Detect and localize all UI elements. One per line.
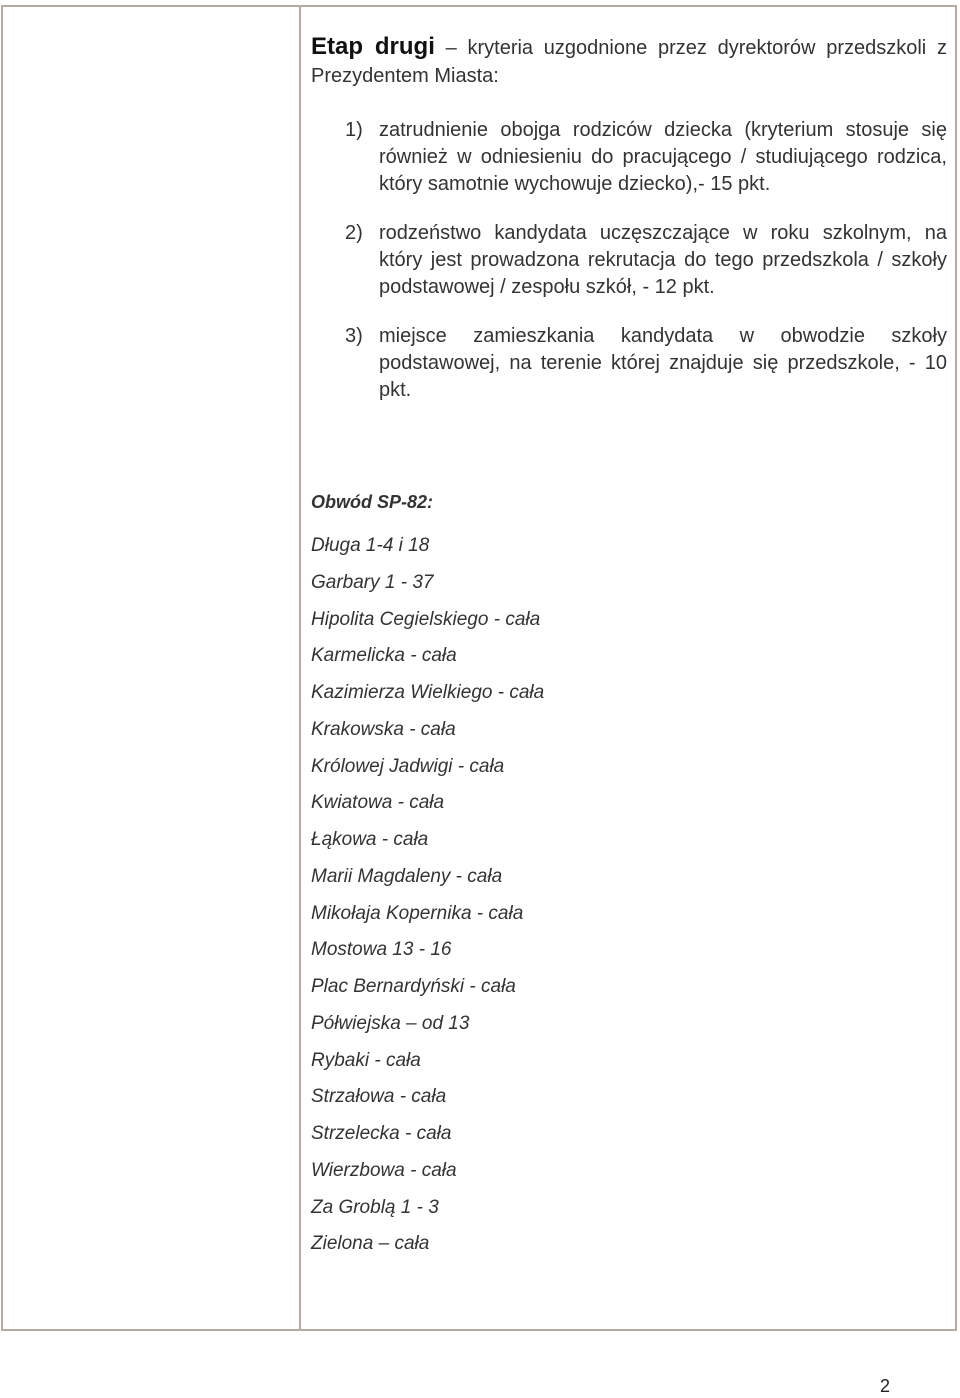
- street-item: Strzelecka - cała: [311, 1123, 452, 1144]
- criterion-number: 2): [345, 222, 363, 244]
- street-item: Krakowska - cała: [311, 718, 456, 740]
- street-item: Za Groblą 1 - 3: [311, 1196, 439, 1218]
- criterion-text: rodzeństwo kandydata uczęszczające w roku szkolnym, na który jest prowadzona rekrutacja do tego przedszkola / szkoły podstawowej / zespołu szkół, - 12 pkt.: [379, 222, 947, 298]
- intro-text: – kryteria uzgodnione przez dyrektorów przedszkoli z Prezydentem Miasta:: [311, 37, 947, 87]
- street-item: Karmelicka - cała: [311, 645, 457, 667]
- criterion-number: 1): [345, 119, 363, 141]
- document-table: [1, 5, 957, 1331]
- street-item: Strzałowa - cała: [311, 1086, 447, 1108]
- stage-heading: Etap drugi: [311, 33, 435, 60]
- page-number: 2: [880, 1376, 891, 1396]
- empty-left-column: [3, 7, 301, 1329]
- street-item: Hipolita Cegielskiego - cała: [311, 608, 541, 630]
- street-item: Rybaki - cała: [311, 1049, 421, 1071]
- street-item: Marii Magdaleny - cała: [311, 865, 503, 887]
- street-item: Kwiatowa - cała: [311, 792, 445, 814]
- street-item: Długa 1-4 i 18: [311, 535, 430, 556]
- street-item: Mikołaja Kopernika - cała: [311, 902, 524, 924]
- criteria-list: [345, 117, 947, 426]
- street-list: [311, 528, 544, 1263]
- content-column: [301, 7, 955, 1329]
- criterion-text: zatrudnienie obojga rodziców dziecka (kryterium stosuje się również w odniesieniu do pracującego / studiującego rodzica, który samotnie wychowuje dziecko),- 15 pkt.: [379, 119, 947, 195]
- district-title: Obwód SP-82:: [311, 492, 434, 512]
- criterion-text: miejsce zamieszkania kandydata w obwodzie szkoły podstawowej, na terenie której znajduje się przedszkole, - 10 pkt.: [379, 325, 947, 401]
- intro-paragraph: [311, 33, 947, 90]
- criterion-item: [345, 220, 947, 301]
- street-item: Kazimierza Wielkiego - cała: [311, 682, 545, 703]
- street-item: Półwiejska – od 13: [311, 1012, 470, 1034]
- street-item: Królowej Jadwigi - cała: [311, 755, 505, 777]
- street-item: Wierzbowa - cała: [311, 1159, 457, 1181]
- street-item: Garbary 1 - 37: [311, 571, 434, 593]
- street-item: Łąkowa - cała: [311, 829, 429, 850]
- street-item: Zielona – cała: [311, 1233, 430, 1255]
- criterion-item: [345, 323, 947, 404]
- street-item: Mostowa 13 - 16: [311, 939, 452, 961]
- street-item: Plac Bernardyński - cała: [311, 976, 516, 997]
- criterion-item: [345, 117, 947, 198]
- criterion-number: 3): [345, 325, 363, 347]
